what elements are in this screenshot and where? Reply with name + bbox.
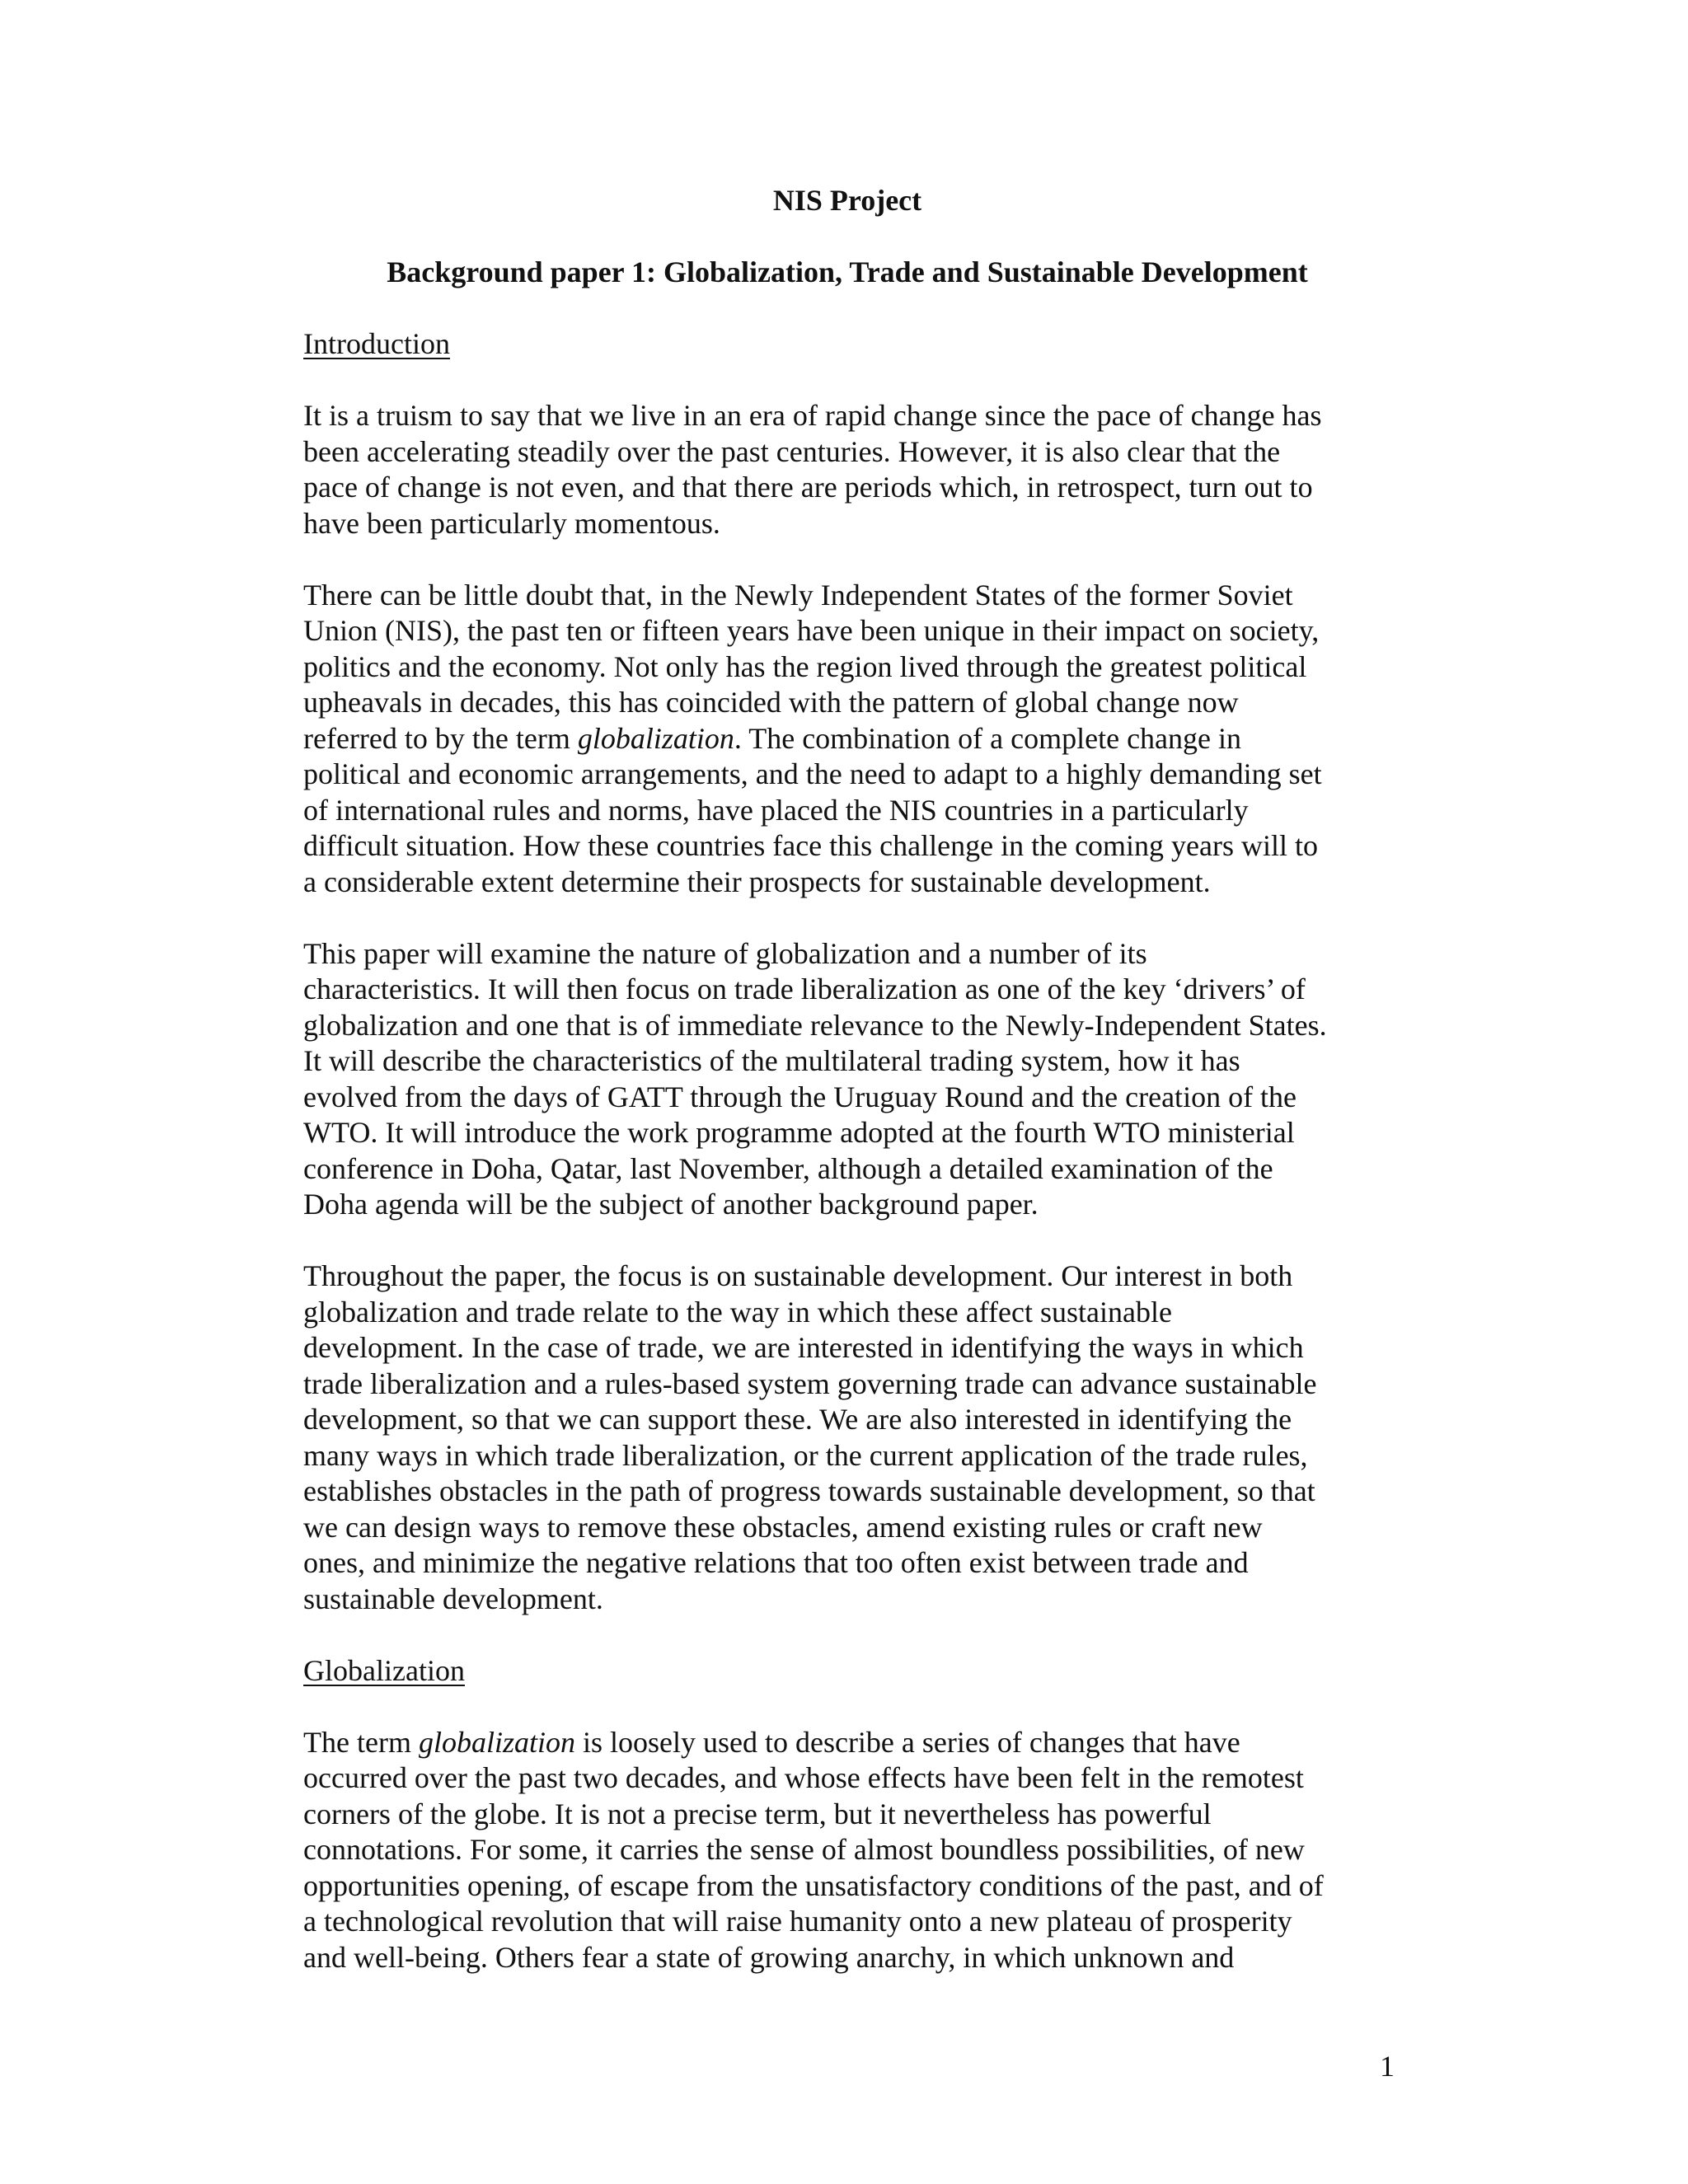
text-line: evolved from the days of GATT through the Uruguay Round and the creation of the — [303, 1080, 1297, 1113]
page-number: 1 — [1380, 2050, 1395, 2083]
section-heading: Globalization — [303, 1653, 465, 1687]
text-line: This paper will examine the nature of globalization and a number of its — [303, 936, 1147, 970]
text-line: sustainable development. — [303, 1582, 603, 1615]
text-line: development. In the case of trade, we are interested in identifying the ways in which — [303, 1331, 1304, 1364]
text-line — [303, 721, 1391, 757]
text-line: globalization and one that is of immediate relevance to the Newly-Independent States. — [303, 1008, 1327, 1042]
text-line — [303, 1725, 1391, 1761]
document-subtitle: Background paper 1: Globalization, Trade and Sustainable Development — [387, 255, 1308, 288]
text-line: establishes obstacles in the path of progress towards sustainable development, so that — [303, 1474, 1315, 1507]
document-sections — [303, 326, 1391, 1975]
text-line: characteristics. It will then focus on trade liberalization as one of the key ‘drivers’ of — [303, 972, 1306, 1005]
emphasis-term: globalization — [577, 721, 734, 755]
text-line: upheavals in decades, this has coincided with the pattern of global change now — [303, 686, 1239, 719]
text-line: WTO. It will introduce the work programme adopted at the fourth WTO ministerial — [303, 1116, 1295, 1149]
paragraph — [303, 578, 1391, 901]
text-line: development, so that we can support these. We are also interested in identifying the — [303, 1403, 1292, 1436]
emphasis-term: globalization — [418, 1725, 575, 1759]
text-line: we can design ways to remove these obstacles, amend existing rules or craft new — [303, 1510, 1263, 1544]
paragraph — [303, 1258, 1391, 1617]
paragraph — [303, 1725, 1391, 1976]
text-line: of international rules and norms, have placed the NIS countries in a particularly — [303, 793, 1249, 827]
document-body — [303, 183, 1391, 1975]
text-line: pace of change is not even, and that there are periods which, in retrospect, turn out to — [303, 471, 1313, 504]
text-line: conference in Doha, Qatar, last November, although a detailed examination of the — [303, 1151, 1273, 1185]
text-segment: referred to by the term — [303, 721, 578, 755]
text-line: corners of the globe. It is not a precise term, but it nevertheless has powerful — [303, 1797, 1212, 1830]
text-line: and well-being. Others fear a state of growing anarchy, in which unknown and — [303, 1940, 1235, 1974]
text-line: been accelerating steadily over the past centuries. However, it is also clear that the — [303, 434, 1281, 468]
text-line: Union (NIS), the past ten or fifteen years have been unique in their impact on society, — [303, 614, 1320, 647]
text-line: a considerable extent determine their prospects for sustainable development. — [303, 865, 1211, 898]
text-line: Throughout the paper, the focus is on sustainable development. Our interest in both — [303, 1259, 1293, 1292]
text-line: trade liberalization and a rules-based system governing trade can advance sustainable — [303, 1366, 1317, 1400]
text-line: It will describe the characteristics of the multilateral trading system, how it has — [303, 1044, 1240, 1077]
text-segment: . The combination of a complete change in — [734, 721, 1242, 755]
paragraph — [303, 398, 1391, 541]
text-line: globalization and trade relate to the way in which these affect sustainable — [303, 1295, 1172, 1329]
text-segment: is loosely used to describe a series of changes that have — [574, 1725, 1240, 1759]
text-line: many ways in which trade liberalization, or the current application of the trade rules, — [303, 1438, 1308, 1472]
text-line: difficult situation. How these countries face this challenge in the coming years will to — [303, 829, 1319, 862]
text-line: opportunities opening, of escape from the unsatisfactory conditions of the past, and of — [303, 1868, 1324, 1902]
paragraph — [303, 936, 1391, 1223]
text-line: have been particularly momentous. — [303, 506, 720, 540]
text-line: connotations. For some, it carries the sense of almost boundless possibilities, of new — [303, 1833, 1305, 1866]
section-heading: Introduction — [303, 327, 450, 360]
text-line: Doha agenda will be the subject of another background paper. — [303, 1188, 1039, 1221]
text-line: There can be little doubt that, in the Newly Independent States of the former Soviet — [303, 578, 1293, 612]
text-line: a technological revolution that will raise humanity onto a new plateau of prosperity — [303, 1905, 1292, 1938]
text-segment: The term — [303, 1725, 419, 1759]
text-line: ones, and minimize the negative relations that too often exist between trade and — [303, 1546, 1249, 1579]
text-line: politics and the economy. Not only has the region lived through the greatest political — [303, 649, 1307, 683]
text-line: It is a truism to say that we live in an era of rapid change since the pace of change has — [303, 399, 1322, 432]
document-title: NIS Project — [772, 184, 922, 217]
text-line: political and economic arrangements, and the need to adapt to a highly demanding set — [303, 757, 1322, 790]
text-line: occurred over the past two decades, and whose effects have been felt in the remotest — [303, 1761, 1304, 1794]
